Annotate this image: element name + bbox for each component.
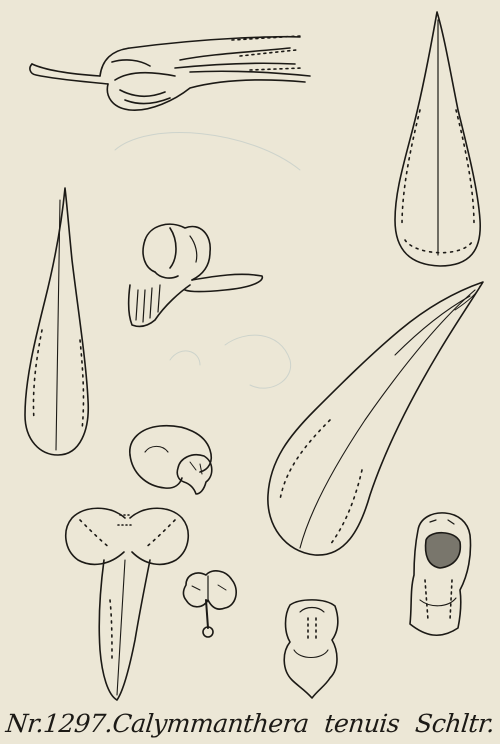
anther-cap [130,426,212,494]
ghost-print-through [115,133,300,389]
column-with-lip [129,224,263,326]
caption-genus: Calymmanthera [111,709,311,738]
labellum-spread [66,508,189,700]
dorsal-sepal [395,12,480,266]
column-front [284,600,338,698]
flower-side-view [30,36,310,110]
caption-number: Nr.1297. [4,709,115,738]
caption-author: Schltr. [413,709,496,738]
column-apex [410,513,471,635]
plate-caption [4,706,498,742]
caption-species: tenuis [323,709,401,738]
lateral-petal [25,188,88,455]
pollinarium [183,571,236,637]
